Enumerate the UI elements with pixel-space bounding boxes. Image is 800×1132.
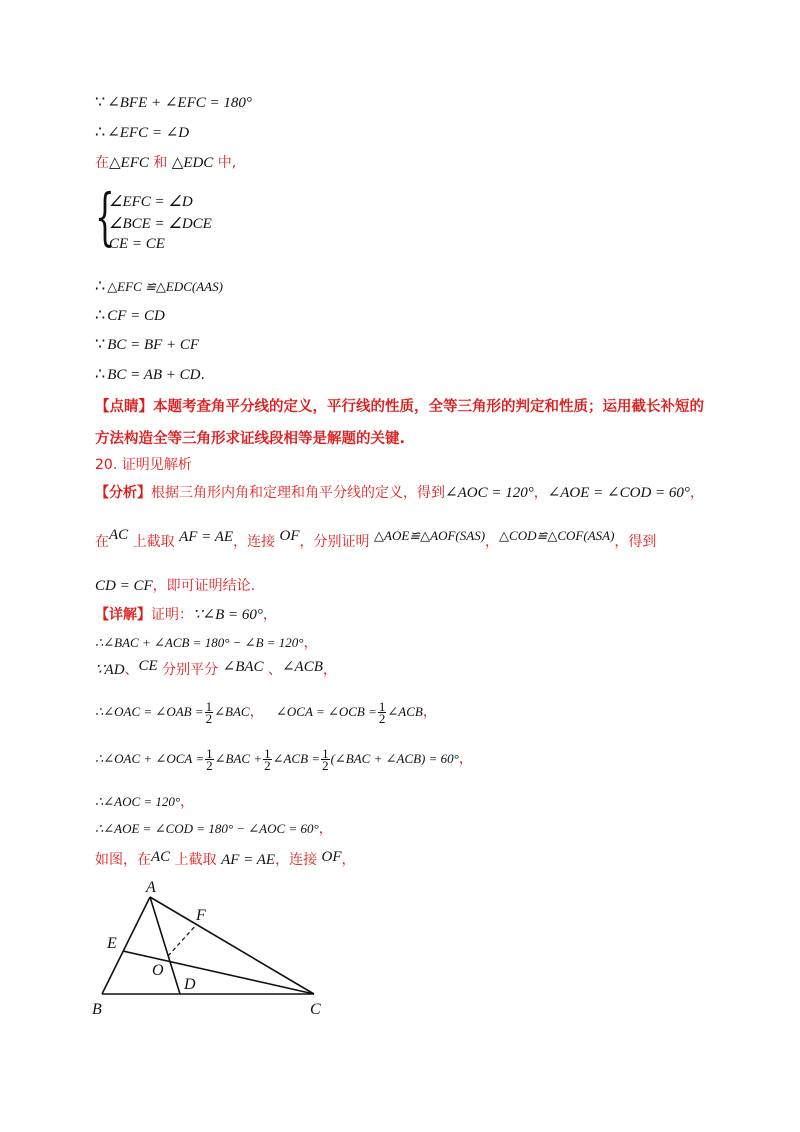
fraction-numerator: 1 <box>322 745 329 761</box>
label-O: O <box>152 962 164 979</box>
fraction <box>321 745 330 773</box>
proof-line-1 <box>95 92 252 113</box>
analysis-label: 【分析】 <box>95 485 151 501</box>
equation: ∠AOE = ∠COD = 60° <box>547 485 690 501</box>
equation: AC <box>151 849 171 865</box>
fraction <box>263 745 272 773</box>
text: ， <box>533 485 548 501</box>
equation: AC <box>109 527 129 543</box>
label-C: C <box>310 1001 321 1018</box>
system-row: ∠BCE = ∠DCE <box>109 216 212 232</box>
text: ， <box>303 635 318 651</box>
fraction-denominator: 2 <box>322 757 329 773</box>
equation: ∠BFE + ∠EFC = 180° <box>107 95 252 111</box>
proof-line-6 <box>95 334 199 355</box>
text: ，即可证明结论. <box>152 578 256 594</box>
geometry-figure <box>90 876 350 1026</box>
comment-paragraph <box>95 391 715 455</box>
detail-line-4 <box>95 697 437 727</box>
text: 、 <box>124 662 139 678</box>
proof-line-3 <box>95 153 236 173</box>
fraction <box>205 745 214 773</box>
fraction-denominator: 2 <box>206 757 213 773</box>
text: ，得到 <box>614 534 657 550</box>
equation: CE <box>138 658 158 674</box>
triangle-name: △EFC <box>109 155 149 171</box>
fraction-denominator: 2 <box>205 710 213 726</box>
equation: BC = AB + CD <box>107 367 201 383</box>
period: . <box>200 367 205 383</box>
fraction-numerator: 1 <box>205 698 213 714</box>
detail-line-6 <box>95 792 194 812</box>
proof-line-4 <box>95 276 223 297</box>
brace-icon: { <box>95 180 115 253</box>
equation: ∠ACB <box>387 704 423 719</box>
equation: ∵AD <box>95 662 125 678</box>
text: ， <box>422 704 437 720</box>
equation: △EFC ≌△EDC(AAS) <box>107 279 223 294</box>
text: ， <box>318 821 333 837</box>
equation: ∠ACB = <box>272 751 321 766</box>
equation: ∠BAC <box>222 659 264 675</box>
text: ，分别证明 <box>299 534 374 550</box>
text: 在 <box>95 155 109 171</box>
fraction-numerator: 1 <box>264 745 271 761</box>
equation: ∠BAC <box>214 704 250 719</box>
equation: ∴∠BAC + ∠ACB = 180° − ∠B = 120° <box>95 635 304 650</box>
detail-line-7 <box>95 819 333 839</box>
equation: △COD≌△COF(ASA) <box>499 528 615 543</box>
equation: CF = CD <box>107 308 165 324</box>
equation-system <box>95 180 295 258</box>
equation: ∠BAC + <box>214 751 263 766</box>
triangle-name: △EDC <box>171 155 214 171</box>
text: ， <box>689 485 704 501</box>
detail-line-1 <box>95 605 277 625</box>
detail-label: 【详解】 <box>95 607 151 623</box>
question-title: 20. 证明见解析 <box>95 457 192 473</box>
text: 和 <box>148 155 172 171</box>
segment-OF-dashed <box>168 924 197 956</box>
proof-line-7 <box>95 364 205 385</box>
fraction-denominator: 2 <box>264 757 271 773</box>
equation: (∠BAC + ∠ACB) = 60° <box>330 751 459 766</box>
equation: ∴∠OAC + ∠OCA = <box>95 751 205 766</box>
equation: AF = AE <box>179 529 234 545</box>
text: ，连接 <box>233 534 280 550</box>
text: 证明： <box>151 607 193 623</box>
equation: △AOE≌△AOF(SAS) <box>374 528 486 543</box>
system-row: ∠EFC = ∠D <box>109 194 193 210</box>
therefore-symbol: ∴ <box>95 122 106 141</box>
label-F: F <box>196 907 206 924</box>
equation: ∠EFC = ∠D <box>107 125 190 141</box>
text: 、 <box>263 662 282 678</box>
equation: CD = CF <box>95 578 153 594</box>
text: ，连接 <box>275 852 322 868</box>
because-symbol: ∵ <box>95 92 106 111</box>
analysis-line-3 <box>95 576 255 596</box>
label-B: B <box>92 1001 102 1018</box>
therefore-symbol: ∴ <box>95 305 106 324</box>
equation: OF <box>321 849 342 865</box>
equation: ∴∠AOE = ∠COD = 180° − ∠AOC = 60° <box>95 821 319 836</box>
equation: AF = AE <box>221 852 276 868</box>
text: 上截取 <box>170 852 222 868</box>
detail-line-8 <box>95 850 356 870</box>
text: ， <box>458 751 473 767</box>
label-E: E <box>107 935 117 952</box>
fraction-denominator: 2 <box>378 710 386 726</box>
text: ， <box>262 607 277 623</box>
equation: ∠OCA = ∠OCB = <box>276 704 377 719</box>
comment-text: 本题考查角平分线的定义，平行线的性质，全等三角形的判定和性质；运用截长补短的方法构造全等三角形求证线段相等是解题的关键. <box>95 399 704 447</box>
label-A: A <box>146 879 156 896</box>
detail-line-5 <box>95 744 473 774</box>
text: 中, <box>213 155 237 171</box>
comment-label: 【点睛】 <box>95 399 153 415</box>
text: ， <box>249 704 264 720</box>
text: ， <box>180 794 195 810</box>
equation: ∵∠B = 60° <box>193 607 263 623</box>
because-symbol: ∵ <box>95 334 106 353</box>
fraction-numerator: 1 <box>378 698 386 714</box>
equation: ∴∠AOC = 120° <box>95 794 181 809</box>
equation: OF <box>279 528 300 544</box>
equation: BC = BF + CF <box>107 337 200 353</box>
segment-AC <box>150 897 314 994</box>
equation: ∠ACB <box>281 659 323 675</box>
text: 分别平分 <box>157 662 223 678</box>
therefore-symbol: ∴ <box>95 364 106 383</box>
equation: ∴∠OAC = ∠OAB = <box>95 704 204 719</box>
detail-line-2 <box>95 633 317 653</box>
fraction <box>378 698 387 726</box>
text: 上截取 <box>128 534 180 550</box>
fraction-numerator: 1 <box>206 745 213 761</box>
analysis-line-1 <box>95 483 704 503</box>
text: ， <box>341 852 356 868</box>
equation: ∠AOC = 120° <box>445 485 534 501</box>
detail-line-3 <box>95 660 337 680</box>
question-heading <box>95 455 192 475</box>
proof-line-5 <box>95 305 165 326</box>
system-row: CE = CE <box>109 236 165 252</box>
therefore-symbol: ∴ <box>95 276 106 295</box>
text: 根据三角形内角和定理和角平分线的定义，得到 <box>151 485 445 501</box>
fraction <box>205 698 214 726</box>
text: ， <box>322 662 337 678</box>
text: 在 <box>95 534 109 550</box>
proof-line-2 <box>95 122 189 143</box>
text: 如图，在 <box>95 852 151 868</box>
text: ， <box>485 534 500 550</box>
label-D: D <box>184 976 196 993</box>
analysis-line-2 <box>95 527 657 552</box>
